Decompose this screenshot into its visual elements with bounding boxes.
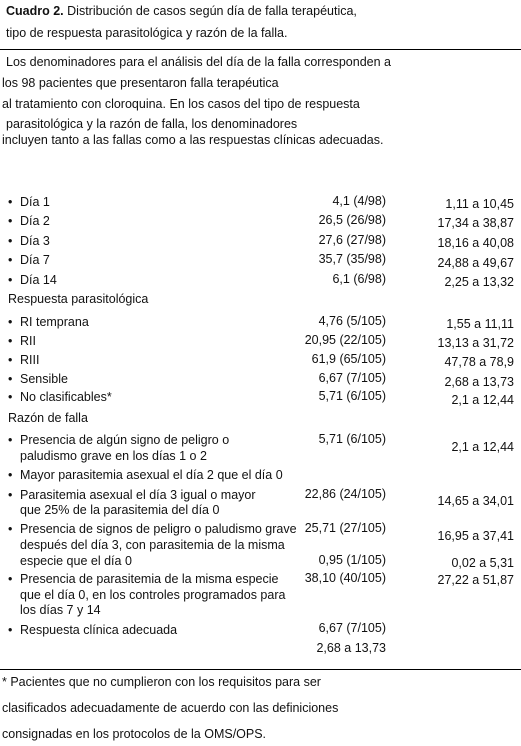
row-label: Respuesta clínica adecuada — [20, 623, 178, 637]
table-title — [6, 4, 357, 19]
bullet: • — [8, 468, 13, 482]
bullet: • — [8, 488, 13, 502]
bottom-rule — [0, 669, 521, 670]
row-percentage: 27,6 (27/98) — [318, 233, 386, 247]
row-ci: 2,68 a 13,73 — [444, 375, 514, 389]
row-percentage: 22,86 (24/105) — [304, 487, 386, 501]
row-percentage: 25,71 (27/105) — [304, 521, 386, 535]
row-label: RIII — [20, 353, 40, 367]
row-ci: 47,78 a 78,9 — [444, 355, 514, 369]
row-ci: 27,22 a 51,87 — [437, 573, 514, 587]
row-percentage: 6,67 (7/105) — [318, 371, 386, 385]
row-ci: 16,95 a 37,41 — [437, 529, 514, 543]
bullet: • — [8, 214, 13, 228]
row-label-cont: que 25% de la parasitemia del día 0 — [20, 503, 220, 517]
bullet: • — [8, 390, 13, 404]
row-percentage: 5,71 (6/105) — [318, 389, 386, 403]
bullet: • — [8, 522, 13, 536]
row-percentage: 4,1 (4/98) — [332, 194, 386, 208]
row-ci: 18,16 a 40,08 — [437, 236, 514, 250]
row-label: Parasitemia asexual el día 3 igual o mayor — [20, 488, 256, 502]
row-label: Día 14 — [20, 273, 57, 287]
row-label: Día 1 — [20, 195, 50, 209]
row-label: Día 3 — [20, 234, 50, 248]
row-label: Presencia de parasitemia de la misma especie — [20, 572, 279, 586]
row-ci: 2,1 a 12,44 — [451, 393, 514, 407]
row-label: Día 2 — [20, 214, 50, 228]
bullet: • — [8, 315, 13, 329]
section-heading: Respuesta parasitológica — [8, 292, 149, 306]
row-ci: 2,25 a 13,32 — [444, 275, 514, 289]
row-ci: 2,1 a 12,44 — [451, 440, 514, 454]
top-rule — [0, 49, 521, 50]
row-label-cont: los días 7 y 14 — [20, 603, 101, 617]
bullet: • — [8, 572, 13, 586]
note-line-1: Los denominadores para el análisis del día de la falla corresponden a — [6, 55, 391, 69]
row-label: Presencia de algún signo de peligro o — [20, 433, 230, 447]
row-percentage: 6,67 (7/105) — [318, 621, 386, 635]
row-label: Día 7 — [20, 253, 50, 267]
row-percentage: 5,71 (6/105) — [318, 432, 386, 446]
row-percentage-secondary: 0,95 (1/105) — [318, 553, 386, 567]
row-label: No clasificables* — [20, 390, 112, 404]
row-percentage: 20,95 (22/105) — [304, 333, 386, 347]
row-label-cont: especie que el día 0 — [20, 554, 132, 568]
bullet: • — [8, 353, 13, 367]
row-label-cont: que el día 0, en los controles programados para — [20, 588, 286, 602]
row-percentage: 6,1 (6/98) — [332, 272, 386, 286]
bullet: • — [8, 253, 13, 267]
section-heading: Razón de falla — [8, 411, 88, 425]
row-ci: 13,13 a 31,72 — [437, 336, 514, 350]
row-percentage: 38,10 (40/105) — [304, 571, 386, 585]
note-line-4: parasitológica y la razón de falla, los denominadores — [6, 117, 298, 131]
row-ci: 14,65 a 34,01 — [437, 494, 514, 508]
note-line-2: los 98 pacientes que presentaron falla terapéutica — [2, 76, 279, 90]
row-percentage: 61,9 (65/105) — [311, 352, 386, 366]
table-number: Cuadro 2. — [6, 4, 64, 18]
note-line-3: al tratamiento con cloroquina. En los casos del tipo de respuesta — [2, 97, 360, 111]
bullet: • — [8, 234, 13, 248]
footnote-line-2: clasificados adecuadamente de acuerdo con las definiciones — [2, 701, 339, 715]
bullet: • — [8, 195, 13, 209]
note-line-5: incluyen tanto a las fallas como a las respuestas clínicas adecuadas. — [2, 133, 384, 147]
row-ci: 24,88 a 49,67 — [437, 256, 514, 270]
bullet: • — [8, 623, 13, 637]
table-title-line2: tipo de respuesta parasitológica y razón de la falla. — [6, 26, 288, 40]
row-percentage: 26,5 (26/98) — [318, 213, 386, 227]
row-label-cont: paludismo grave en los días 1 o 2 — [20, 449, 207, 463]
row-percentage: 4,76 (5/105) — [318, 314, 386, 328]
row-ci: 2,68 a 13,73 — [316, 641, 386, 655]
bullet: • — [8, 334, 13, 348]
row-ci: 1,55 a 11,11 — [446, 317, 514, 331]
row-label-cont: después del día 3, con parasitemia de la misma — [20, 538, 285, 552]
row-label: Presencia de signos de peligro o paludismo grave — [20, 522, 297, 536]
row-ci: 1,11 a 10,45 — [445, 197, 514, 211]
bullet: • — [8, 273, 13, 287]
row-label: Sensible — [20, 372, 68, 386]
footnote-line-1: * Pacientes que no cumplieron con los requisitos para ser — [2, 675, 321, 689]
bullet: • — [8, 433, 13, 447]
row-ci-secondary: 0,02 a 5,31 — [451, 556, 514, 570]
footnote-line-3: consignadas en los protocolos de la OMS/OPS. — [2, 727, 267, 741]
bullet: • — [8, 372, 13, 386]
table-title-line1: Distribución de casos según día de falla terapéutica, — [67, 4, 357, 18]
row-ci: 17,34 a 38,87 — [437, 216, 514, 230]
row-label: Mayor parasitemia asexual el día 2 que el día 0 — [20, 468, 283, 482]
row-label: RI temprana — [20, 315, 89, 329]
row-percentage: 35,7 (35/98) — [318, 252, 386, 266]
row-label: RII — [20, 334, 36, 348]
